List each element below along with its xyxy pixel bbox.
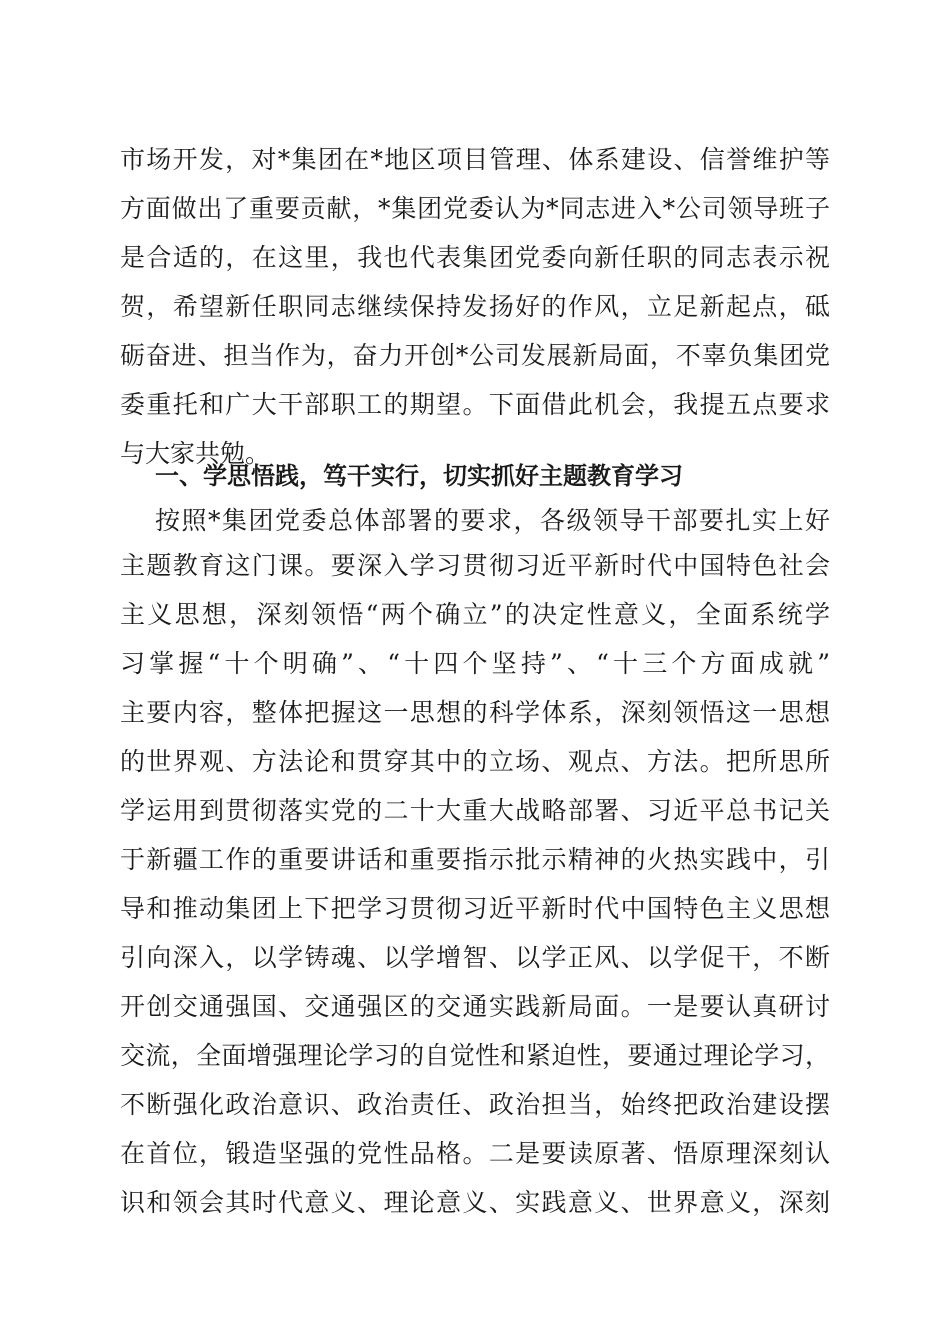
paragraph-1-line-3: 是合适的，在这里，我也代表集团党委向新任职的同志表示祝 [120,243,830,272]
paragraph-2-line-7: 学运用到贯彻落实党的二十大重大战略部署、习近平总书记关 [120,796,830,825]
paragraph-2-line-3: 主义思想，深刻领悟“两个确立”的决定性意义，全面系统学 [120,600,830,629]
paragraph-1-line-1: 市场开发，对*集团在*地区项目管理、体系建设、信誉维护等 [120,145,830,174]
paragraph-2-line-15: 识和领会其时代意义、理论意义、实践意义、世界意义，深刻 [120,1188,830,1217]
paragraph-2-line-9: 导和推动集团上下把学习贯彻习近平新时代中国特色主义思想 [120,894,830,923]
paragraph-2-line-6: 的世界观、方法论和贯穿其中的立场、观点、方法。把所思所 [120,747,830,776]
paragraph-2-line-5: 主要内容，整体把握这一思想的科学体系，深刻领悟这一思想 [120,698,830,727]
paragraph-1-line-5: 砺奋进、担当作为，奋力开创*公司发展新局面，不辜负集团党 [120,341,830,370]
paragraph-2-line-14: 在首位，锻造坚强的党性品格。二是要读原著、悟原理深刻认 [120,1139,830,1168]
paragraph-2-line-13: 不断强化政治意识、政治责任、政治担当，始终把政治建设摆 [120,1090,830,1119]
paragraph-2-line-8: 于新疆工作的重要讲话和重要指示批示精神的火热实践中，引 [120,845,830,874]
paragraph-2-line-11: 开创交通强国、交通强区的交通实践新局面。一是要认真研讨 [120,992,830,1021]
paragraph-1-line-2: 方面做出了重要贡献，*集团党委认为*同志进入*公司领导班子 [120,194,830,223]
paragraph-1-line-7: 与大家共勉。 [120,439,271,468]
paragraph-2-line-10: 引向深入，以学铸魂、以学增智、以学正风、以学促干，不断 [120,943,830,972]
paragraph-2-line-2: 主题教育这门课。要深入学习贯彻习近平新时代中国特色社会 [120,551,830,580]
paragraph-2-line-1: 按照*集团党委总体部署的要求，各级领导干部要扎实上好 [155,506,830,535]
paragraph-1-line-6: 委重托和广大干部职工的期望。下面借此机会，我提五点要求 [120,390,830,419]
paragraph-2-line-12: 交流，全面增强理论学习的自觉性和紧迫性，要通过理论学习， [120,1041,830,1070]
paragraph-2-line-4: 习掌握“十个明确”、“十四个坚持”、“十三个方面成就” [120,649,830,678]
paragraph-1-line-4: 贺，希望新任职同志继续保持发扬好的作风，立足新起点，砥 [120,292,830,321]
section-heading: 一、学思悟践，笃干实行，切实抓好主题教育学习 [155,462,683,490]
